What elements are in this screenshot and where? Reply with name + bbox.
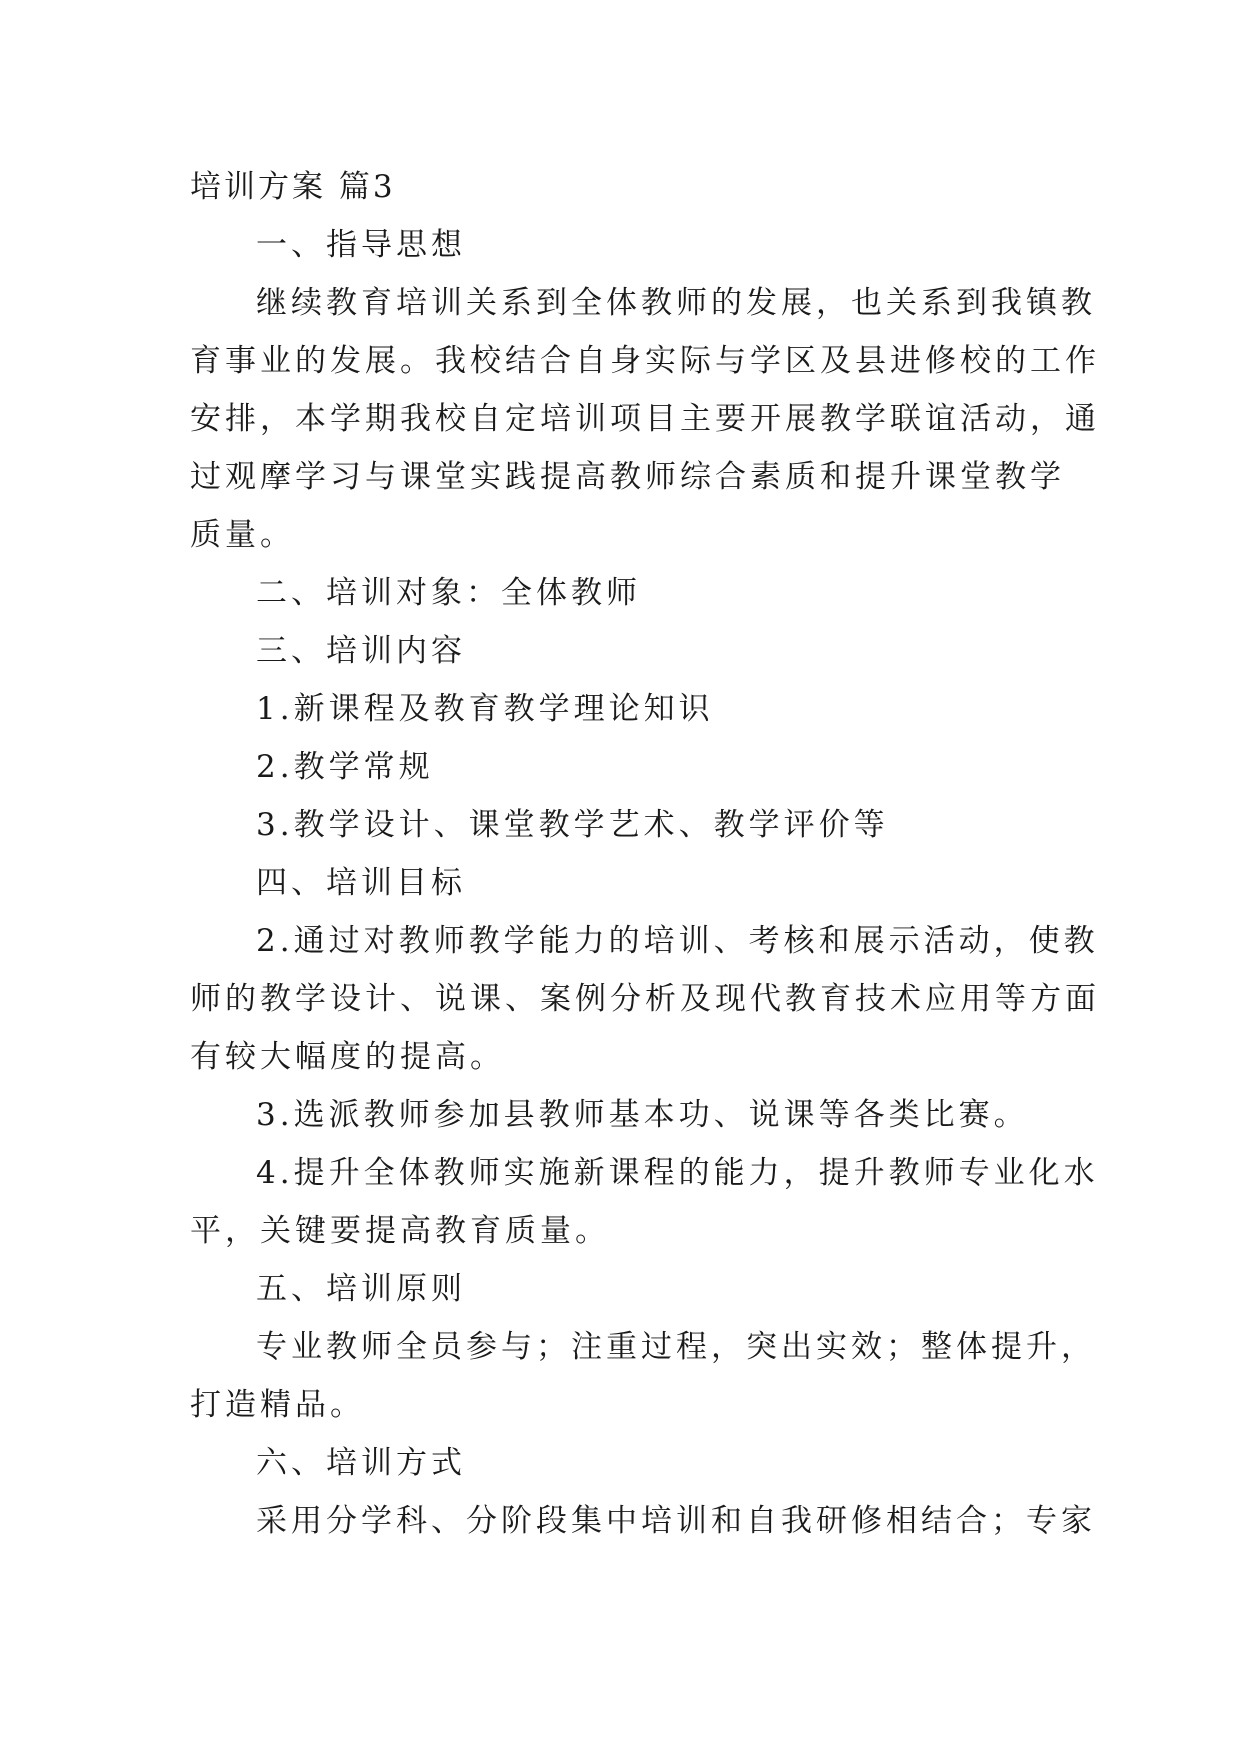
paragraph-line: 安排，本学期我校自定培训项目主要开展教学联谊活动，通 bbox=[190, 401, 1100, 437]
heading-training-methods: 六、培训方式 bbox=[256, 1445, 466, 1481]
paragraph-line: 过观摩学习与课堂实践提高教师综合素质和提升课堂教学 bbox=[190, 459, 1065, 495]
paragraph-line: 打造精品。 bbox=[190, 1387, 365, 1423]
list-item: 2.通过对教师教学能力的培训、考核和展示活动，使教 bbox=[256, 923, 1099, 959]
paragraph-line: 有较大幅度的提高。 bbox=[190, 1039, 505, 1075]
document-title: 培训方案 篇3 bbox=[190, 169, 396, 205]
paragraph-line: 采用分学科、分阶段集中培训和自我研修相结合；专家 bbox=[256, 1503, 1096, 1539]
heading-training-principles: 五、培训原则 bbox=[256, 1271, 466, 1307]
document-body bbox=[190, 158, 1100, 1550]
list-item: 1.新课程及教育教学理论知识 bbox=[256, 691, 714, 727]
heading-guiding-ideology: 一、指导思想 bbox=[256, 227, 466, 263]
heading-training-goals: 四、培训目标 bbox=[256, 865, 466, 901]
paragraph-line: 育事业的发展。我校结合自身实际与学区及县进修校的工作 bbox=[190, 343, 1100, 379]
paragraph-line: 专业教师全员参与；注重过程，突出实效；整体提升， bbox=[256, 1329, 1096, 1365]
paragraph-line: 平，关键要提高教育质量。 bbox=[190, 1213, 610, 1249]
list-item: 2.教学常规 bbox=[256, 749, 434, 785]
paragraph-line: 师的教学设计、说课、案例分析及现代教育技术应用等方面 bbox=[190, 981, 1100, 1017]
list-item: 4.提升全体教师实施新课程的能力，提升教师专业化水 bbox=[256, 1155, 1099, 1191]
heading-training-content: 三、培训内容 bbox=[256, 633, 466, 669]
list-item: 3.教学设计、课堂教学艺术、教学评价等 bbox=[256, 807, 889, 843]
heading-training-target: 二、培训对象：全体教师 bbox=[256, 575, 641, 611]
list-item: 3.选派教师参加县教师基本功、说课等各类比赛。 bbox=[256, 1097, 1029, 1133]
paragraph-line: 质量。 bbox=[190, 517, 295, 553]
paragraph-line: 继续教育培训关系到全体教师的发展，也关系到我镇教 bbox=[256, 285, 1096, 321]
